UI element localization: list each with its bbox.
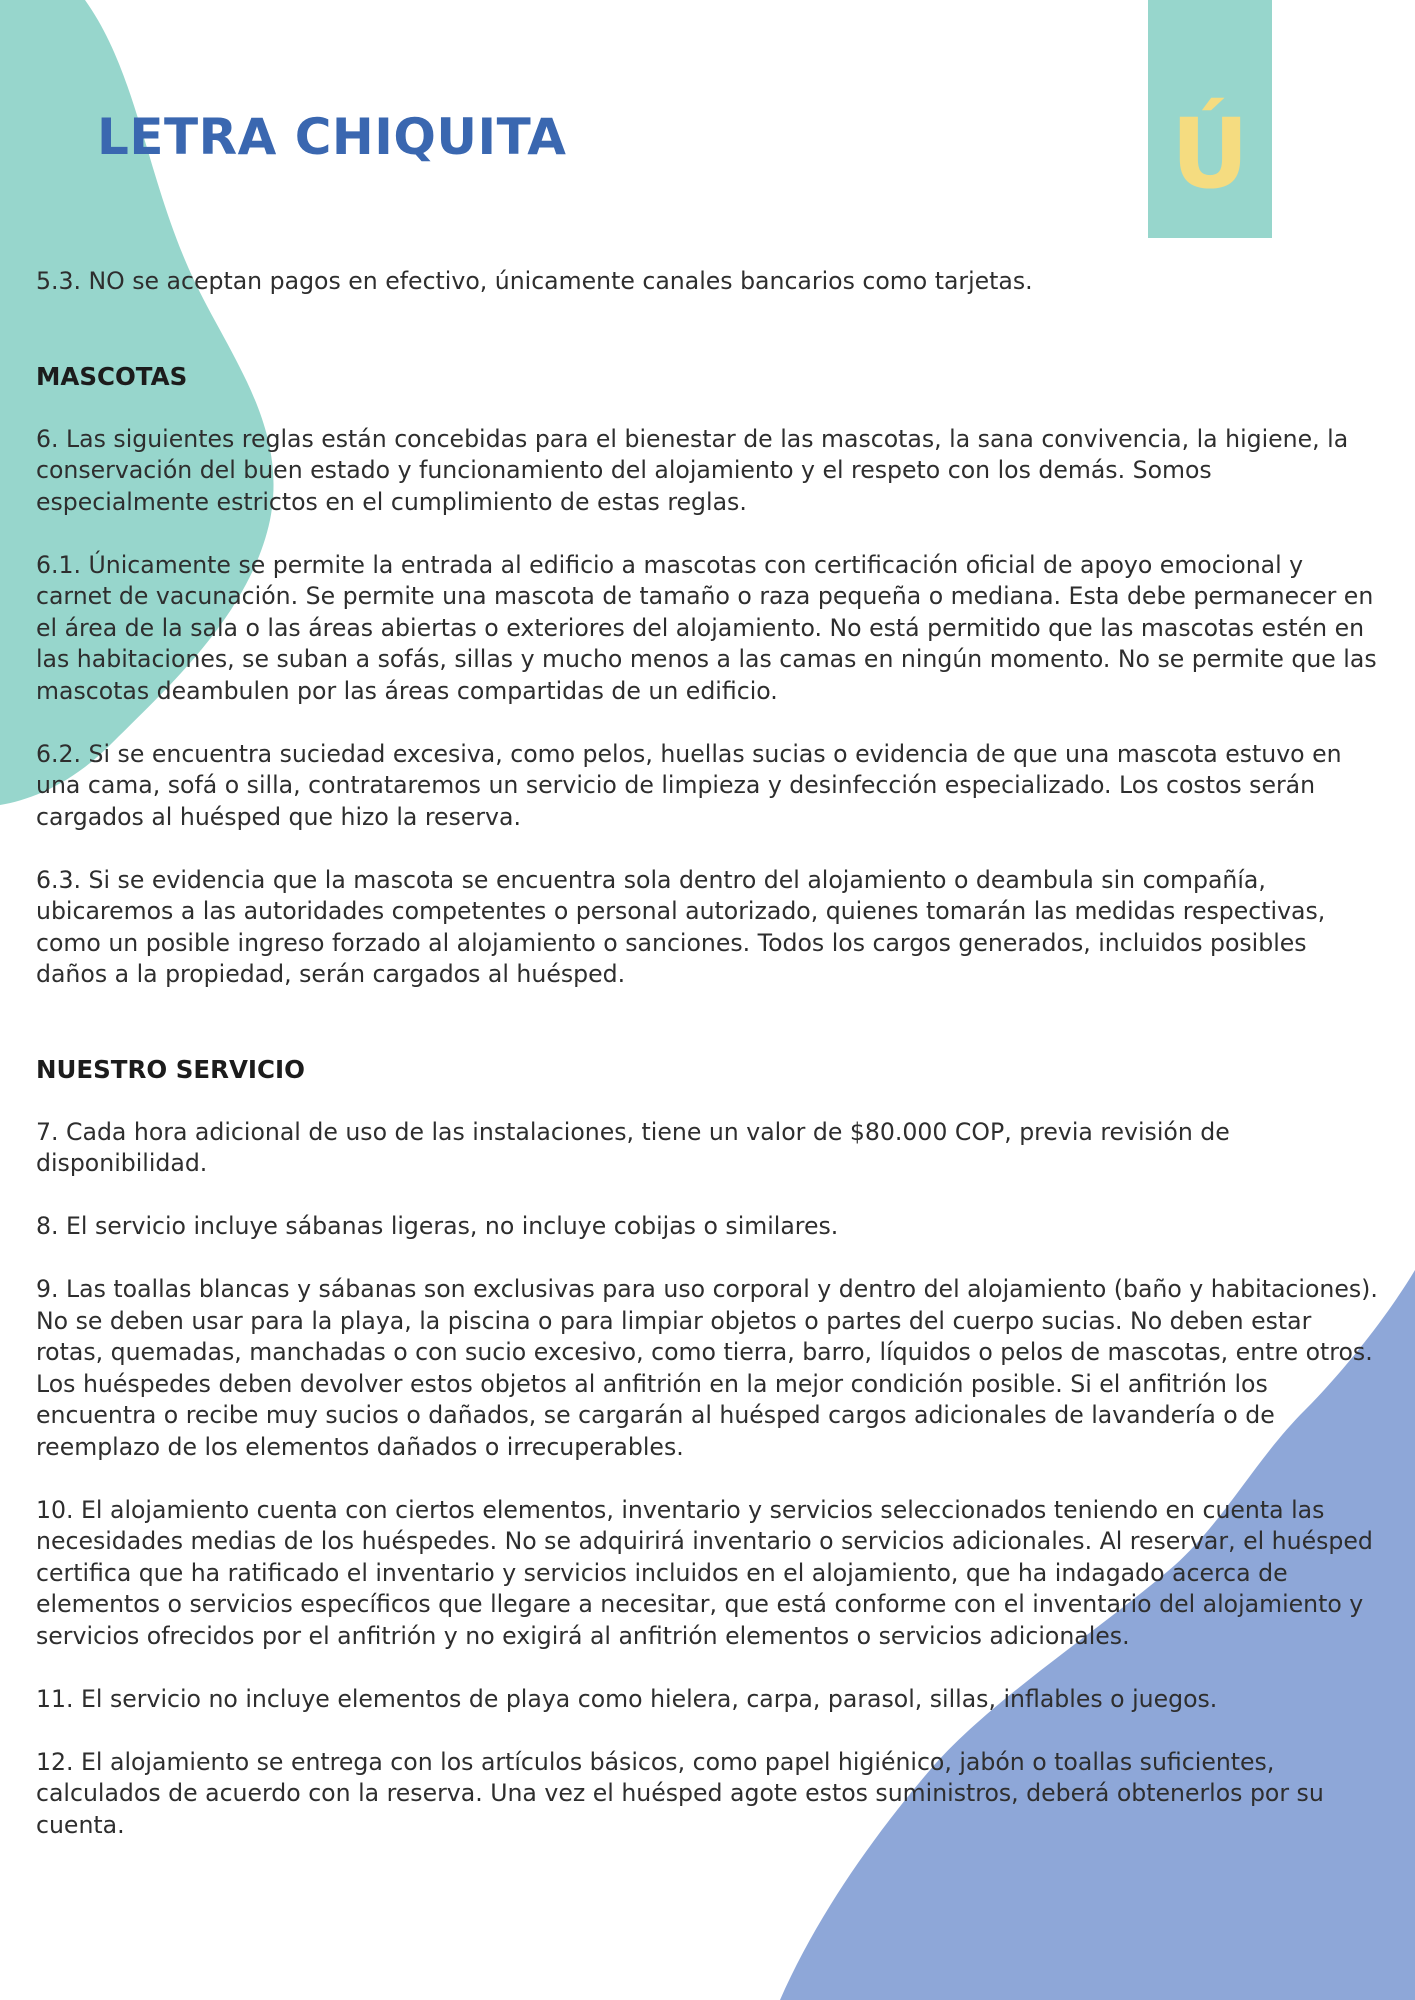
paragraph-6: 6. Las siguientes reglas están concebidas para el bienestar de las mascotas, la sana convivencia, la higiene, la conservación del buen estado y funcionamiento del alojamiento y el respeto con los demás. Somos especialmente estrictos en el cumplimiento de estas reglas.	[36, 424, 1349, 516]
paragraph-7: 7. Cada hora adicional de uso de las instalaciones, tiene un valor de $80.000 COP, previa revisión de disponibilidad.	[36, 1117, 1230, 1177]
paragraph-6-2: 6.2. Si se encuentra suciedad excesiva, como pelos, huellas sucias o evidencia de que una mascota estuvo en una cama, sofá o silla, contrataremos un servicio de limpieza y desinfección especializado. Los costos serán cargados al huésped que hizo la reserva.	[36, 739, 1342, 831]
paragraph-6-1: 6.1. Únicamente se permite la entrada al edificio a mascotas con certificación oficial de apoyo emocional y carnet de vacunación. Se permite una mascota de tamaño o raza pequeña o mediana. Esta debe permanecer en el área de la sala o las áreas abiertas o exteriores del alojamiento. No está permitido que las mascotas estén en las habitaciones, se suban a sofás, sillas y mucho menos a las camas en ningún momento. No se permite que las mascotas deambulen por las áreas compartidas de un edificio.	[36, 550, 1377, 705]
paragraph-9: 9. Las toallas blancas y sábanas son exclusivas para uso corporal y dentro del alojamiento (baño y habitaciones). No se deben usar para la playa, la piscina o para limpiar objetos o partes del cuerpo sucias. No deben estar rotas, quemadas, manchadas o con sucio excesivo, como tierra, barro, líquidos o pelos de mascotas, entre otros. Los huéspedes deben devolver estos objetos al anfitrión en la mejor condición posible. Si el anfitrión los encuentra o recibe muy sucios o dañados, se cargarán al huésped cargos adicionales de lavandería o de reemplazo de los elementos dañados o irrecuperables.	[36, 1275, 1378, 1461]
paragraph-8: 8. El servicio incluye sábanas ligeras, no incluye cobijas o similares.	[36, 1212, 839, 1240]
section-heading-mascotas: MASCOTAS	[36, 361, 188, 391]
paragraph-11: 11. El servicio no incluye elementos de playa como hielera, carpa, parasol, sillas, inflables o juegos.	[36, 1684, 1218, 1713]
title-badge	[1148, 0, 1272, 238]
section-heading-servicio: NUESTRO SERVICIO	[36, 1054, 305, 1084]
page-title: LETRA CHIQUITA	[97, 108, 567, 166]
paragraph-5-3: 5.3. NO se aceptan pagos en efectivo, únicamente canales bancarios como tarjetas.	[36, 267, 1033, 295]
badge-letter: Ú	[1171, 98, 1249, 210]
paragraph-6-3: 6.3. Si se evidencia que la mascota se encuentra sola dentro del alojamiento o deambula sin compañía, ubicaremos a las autoridades competentes o personal autorizado, quienes tomarán las medidas respectivas, como un posible ingreso forzado al alojamiento o sanciones. Todos los cargos generados, incluidos posibles daños a la propiedad, serán cargados al huésped.	[36, 865, 1326, 988]
document-body	[36, 266, 1381, 1841]
paragraph-12: 12. El alojamiento se entrega con los artículos básicos, como papel higiénico, jabón o toallas suficientes, calculados de acuerdo con la reserva. Una vez el huésped agote estos suministros, deberá obtenerlos por su cuenta.	[36, 1747, 1324, 1839]
paragraph-10: 10. El alojamiento cuenta con ciertos elementos, inventario y servicios seleccionados teniendo en cuenta las necesidades medias de los huéspedes. No se adquirirá inventario o servicios adicionales. Al reservar, el huésped certifica que ha ratificado el inventario y servicios incluidos en el alojamiento, que ha indagado acerca de elementos o servicios específicos que llegare a necesitar, que está conforme con el inventario del alojamiento y servicios ofrecidos por el anfitrión y no exigirá al anfitrión elementos o servicios adicionales.	[36, 1495, 1373, 1650]
